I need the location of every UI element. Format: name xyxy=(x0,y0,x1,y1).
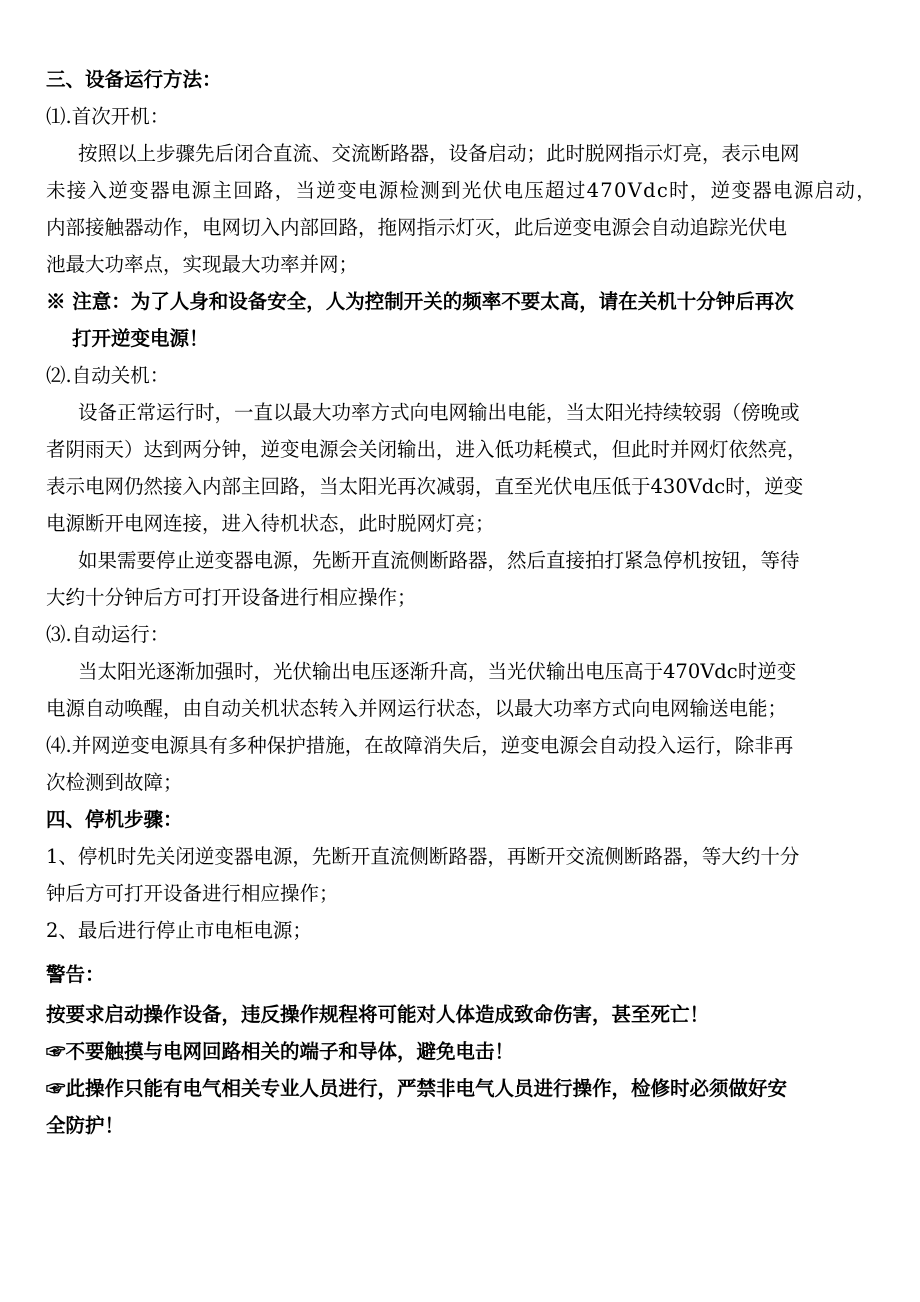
text-line-25: 警告： xyxy=(46,963,105,986)
text-line-14: 如果需要停止逆变器电源，先断开直流侧断路器，然后直接拍打紧急停机按钮，等待 xyxy=(78,549,800,572)
text-line-13: 电源断开电网连接，进入待机状态，此时脱网灯亮； xyxy=(46,512,495,535)
text-line-21: 四、停机步骤： xyxy=(46,808,183,831)
text-line-20: 次检测到故障； xyxy=(46,771,183,794)
text-line-7: ※ 注意：为了人身和设备安全，人为控制开关的频率不要太高，请在关机十分钟后再次 xyxy=(46,290,794,313)
text-line-5: 内部接触器动作，电网切入内部回路，拖网指示灯灭，此后逆变电源会自动追踪光伏电 xyxy=(46,216,788,239)
text-line-8: 打开逆变电源！ xyxy=(72,327,209,350)
text-line-16: ⑶.自动运行： xyxy=(46,623,170,646)
text-line-9: ⑵.自动关机： xyxy=(46,364,170,387)
text-line-18: 电源自动唤醒，由自动关机状态转入并网运行状态，以最大功率方式向电网输送电能； xyxy=(46,697,788,720)
text-line-1: 三、设备运行方法： xyxy=(46,68,222,91)
text-line-11: 者阴雨天）达到两分钟，逆变电源会关闭输出，进入低功耗模式，但此时并网灯依然亮， xyxy=(46,438,807,461)
text-line-23: 钟后方可打开设备进行相应操作； xyxy=(46,882,339,905)
text-line-22: 1、停机时先关闭逆变器电源，先断开直流侧断路器，再断开交流侧断路器，等大约十分 xyxy=(46,845,800,868)
text-line-15: 大约十分钟后方可打开设备进行相应操作； xyxy=(46,586,417,609)
text-line-24: 2、最后进行停止市电柜电源； xyxy=(46,919,312,942)
text-line-27: ☞不要触摸与电网回路相关的端子和导体，避免电击！ xyxy=(46,1040,515,1063)
text-line-3: 按照以上步骤先后闭合直流、交流断路器，设备启动；此时脱网指示灯亮，表示电网 xyxy=(78,142,800,165)
text-line-26: 按要求启动操作设备，违反操作规程将可能对人体造成致命伤害，甚至死亡！ xyxy=(46,1003,710,1026)
text-line-4: 未接入逆变器电源主回路，当逆变电源检测到光伏电压超过470Vdc时，逆变器电源启动， xyxy=(46,179,877,202)
text-line-28: ☞此操作只能有电气相关专业人员进行，严禁非电气人员进行操作，检修时必须做好安 xyxy=(46,1077,788,1100)
text-line-6: 池最大功率点，实现最大功率并网； xyxy=(46,253,359,276)
text-line-17: 当太阳光逐渐加强时，光伏输出电压逐渐升高，当光伏输出电压高于470Vdc时逆变 xyxy=(78,660,797,683)
text-line-29: 全防护！ xyxy=(46,1114,125,1137)
text-line-2: ⑴.首次开机： xyxy=(46,105,170,128)
text-line-12: 表示电网仍然接入内部主回路，当太阳光再次减弱，直至光伏电压低于430Vdc时，逆变 xyxy=(46,475,804,498)
text-line-19: ⑷.并网逆变电源具有多种保护措施，在故障消失后，逆变电源会自动投入运行，除非再 xyxy=(46,734,794,757)
text-line-10: 设备正常运行时，一直以最大功率方式向电网输出电能，当太阳光持续较弱（傍晚或 xyxy=(78,401,800,424)
